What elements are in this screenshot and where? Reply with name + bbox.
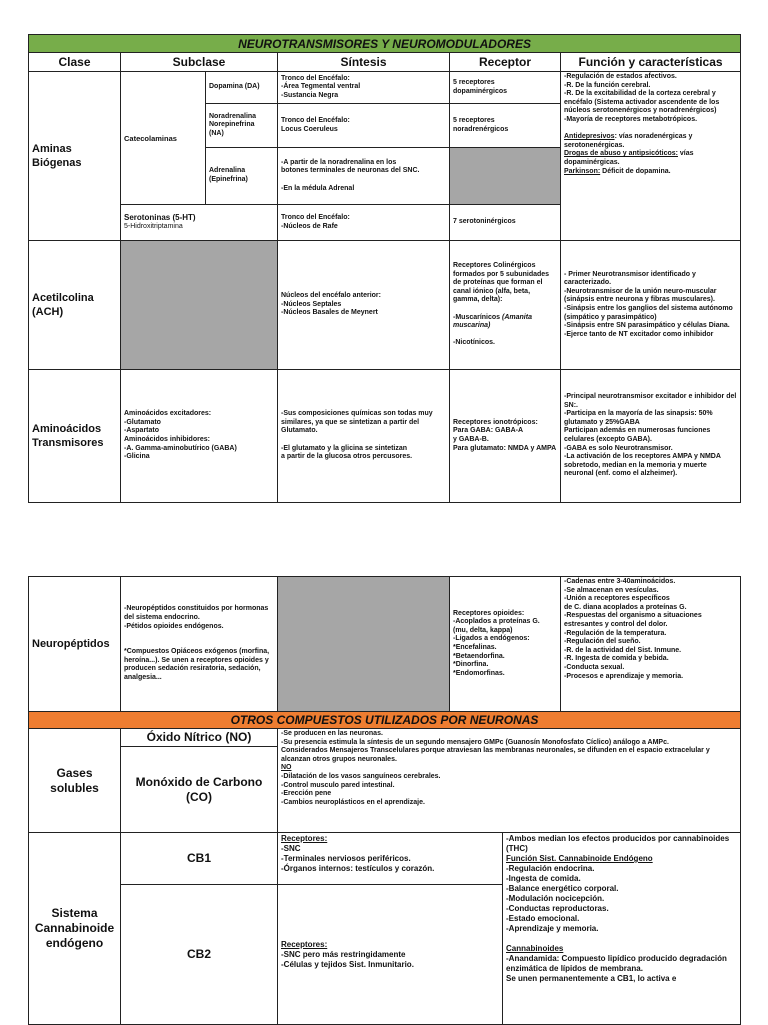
other-compounds-table — [28, 576, 741, 1025]
serotonina-sub: 5-Hidroxitriptamina — [124, 223, 183, 231]
cannabinoide-funcion — [503, 833, 741, 1025]
clase-aminas-biogenas: Aminas Biógenas — [29, 72, 121, 241]
aminoacidos-funcion: -Principal neurotransmisor excitador e inhibidor del SN:. -Participa en la mayoría de las sinapsis: 50% glutamato y 25%GABA Participan además en numerosas funciones celulares (excepto GABA). -GABA es solo Neurotransmisor. -La activación de los receptores AMPA y NMDA sobretodo, median en la memoria y muerte neuronal (enf. como el alzheimer). — [561, 370, 741, 503]
serotonina-label: Serotoninas (5-HT) — [124, 213, 196, 223]
receptor-cb1: CB1 — [121, 833, 278, 885]
neuropeptidos-funcion: -Cadenas entre 3-40aminoácidos. -Se almacenan en vesículas. -Unión a receptores específicos de C. diana acoplados a proteínas G. -Respuestas del organismo a situaciones estresantes y control del dolor. -Regulación de la temperatura. -Regulación del sueño. -R. de la actividad del Sist. Inmune. -R. Ingesta de comida y bebida. -Conducta sexual. -Procesos e aprendizaje y memoria. — [561, 577, 741, 712]
aminoacidos-receptor: Receptores ionotrópicos: Para GABA: GABA-A y GABA-B. Para glutamato: NMDA y AMPA — [450, 370, 561, 503]
aminoacidos-subclase: Aminoácidos excitadores: -Glutamato -Aspartato Aminoácidos inhibidores: -A. Gamma-aminobutírico (GABA) -Glicina — [121, 370, 278, 503]
cb1-receptores-text: -SNC -Terminales nerviosos periféricos. -Órganos internos: testículos y corazón. — [281, 844, 435, 873]
adrenalina-receptor-placeholder — [450, 148, 561, 205]
clase-aminoacidos: Aminoácidos Transmisores — [29, 370, 121, 503]
cannabinoide-funcion-list: -Regulación endocrina. -Ingesta de comida. -Balance energético corporal. -Modulación nocicepción. -Conductas reproductoras. -Estado emocional. -Aprendizaje y memoria. — [506, 864, 619, 933]
parkinson-label: Parkinson: — [564, 167, 601, 175]
serotonina-sintesis: Tronco del Encéfalo: -Núcleos de Rafe — [278, 205, 450, 241]
ach-receptor — [450, 241, 561, 370]
ach-receptor-musc: -Muscarínicos — [453, 313, 503, 321]
header-receptor: Receptor — [450, 53, 561, 72]
aminas-funcion-text: -Regulación de estados afectivos. -R. De la función cerebral. -R. De la excitabilidad de la corteza cerebral y encéfalo (Sistema activador ascendente de los núcleos serotonenérgicos y noradrenérgicos) -Mayoría de receptores metabotrópicos. — [564, 73, 720, 123]
cb2-receptores-label: Receptores: — [281, 939, 328, 949]
gases-descripcion — [278, 729, 741, 833]
oxido-nitrico: Óxido Nítrico (NO) — [121, 729, 278, 747]
dopamina-sintesis: Tronco del Encéfalo: -Área Tegmental ventral -Sustancia Negra — [278, 72, 450, 104]
clase-sistema-cannabinoide: Sistema Cannabinoide endógeno — [29, 833, 121, 1025]
neuropeptidos-subclase-2: *Compuestos Opiáceos exógenos (morfina, heroína...). Se unen a receptores opioides y producen sedación resiratoria, sedación, analgesia... — [124, 648, 270, 682]
subclase-serotoninas — [121, 205, 278, 241]
drogas-text: vías dopaminérgicas. — [564, 150, 694, 166]
neuropeptidos-subclase — [121, 577, 278, 712]
gases-no-label: NO — [281, 764, 292, 772]
receptor-cb2: CB2 — [121, 885, 278, 1025]
ach-sintesis: Núcleos del encéfalo anterior: -Núcleos Septales -Núcleos Basales de Meynert — [278, 241, 450, 370]
subclase-catecolaminas: Catecolaminas — [121, 72, 206, 205]
serotonina-receptor: 7 serotoninérgicos — [450, 205, 561, 241]
header-clase: Clase — [29, 53, 121, 72]
neuropeptidos-sintesis-placeholder — [278, 577, 450, 712]
cb1-receptores — [278, 833, 503, 885]
ach-subclase-placeholder — [121, 241, 278, 370]
ach-receptor-intro: Receptores Colinérgicos formados por 5 subunidades de proteínas que forman el canal iónico (alfa, beta, gamma, delta): — [453, 262, 550, 304]
table-title: NEUROTRANSMISORES Y NEUROMODULADORES — [29, 35, 741, 53]
aminoacidos-sintesis: -Sus composiciones químicas son todas muy similares, ya que se sintetizan a partir del Glutamato. -El glutamato y la glicina se sintetizan a partir de la glucosa otros percusores. — [278, 370, 450, 503]
noradrenalina-sintesis: Tronco del Encéfalo: Locus Coeruleus — [278, 104, 450, 148]
clase-gases-solubles: Gases solubles — [29, 729, 121, 833]
gases-text-2: -Dilatación de los vasos sanguíneos cerebrales. -Control musculo pared intestinal. -Erección pene -Cambios neuroplásticos en el aprendizaje. — [281, 772, 441, 806]
gases-text-1: -Se producen en las neuronas. -Su presencia estimula la síntesis de un segundo mensajero GMPc (Guanosín Monofosfato Cíclico) análogo a AMPc. Considerados Mensajeros Transcelulares porque atraviesan las membranas neuronales, se difunden en el espacio extracelular y alcanzan otros grupos neuronales. — [281, 730, 710, 763]
parkinson-text: Déficit de dopamina. — [600, 167, 671, 175]
noradrenalina-label: Noradrenalina Norepinefrina (NA) — [206, 104, 278, 148]
cb2-receptores — [278, 885, 503, 1025]
header-subclase: Subclase — [121, 53, 278, 72]
cannabinoide-funcion-label: Función Sist. Cannabinoide Endógeno — [506, 854, 653, 863]
neurotransmitters-table — [28, 34, 741, 503]
clase-neuropeptidos: Neuropéptidos — [29, 577, 121, 712]
cb1-receptores-label: Receptores: — [281, 834, 328, 843]
neuropeptidos-subclase-1: -Neuropéptidos constituidos por hormonas del sistema endocrino. -Pétidos opioides endógenos. — [124, 605, 269, 630]
header-funcion: Función y características — [561, 53, 741, 72]
cb2-receptores-text: -SNC pero más restringidamente -Células y tejidos Sist. Inmunitario. — [281, 949, 414, 969]
cannabinoides-text: -Anandamida: Compuesto lipídico producido degradación enzimática de lípidos de membrana. Se unen permanentemente a CB1, lo activa e — [506, 954, 727, 983]
dopamina-label: Dopamina (DA) — [206, 72, 278, 104]
cannabinoide-funcion-intro: -Ambos median los efectos producidos por cannabinoides (THC) — [506, 834, 730, 853]
noradrenalina-receptor: 5 receptores noradrenérgicos — [450, 104, 561, 148]
otros-compuestos-title: OTROS COMPUESTOS UTILIZADOS POR NEURONAS — [29, 712, 741, 729]
cannabinoides-label: Cannabinoides — [506, 944, 564, 953]
adrenalina-sintesis: -A partir de la noradrenalina en los botones terminales de neuronas del SNC. -En la médula Adrenal — [278, 148, 450, 205]
antidepresivos-text: : vías noradenérgicas y serotonenérgicas. — [564, 133, 693, 149]
drogas-label: Drogas de abuso y antipsicóticos: — [564, 150, 678, 158]
dopamina-receptor: 5 receptores dopaminérgicos — [450, 72, 561, 104]
monoxido-carbono: Monóxido de Carbono (CO) — [121, 747, 278, 833]
adrenalina-label: Adrenalina (Epinefrina) — [206, 148, 278, 205]
clase-acetilcolina: Acetilcolina (ACH) — [29, 241, 121, 370]
aminas-funcion — [561, 72, 741, 241]
ach-receptor-musc-italic: (Amanita muscarina) — [453, 313, 532, 330]
ach-receptor-nic: -Nicotínicos. — [453, 339, 496, 347]
ach-funcion: - Primer Neurotransmisor identificado y caracterizado. -Neurotransmisor de la unión neuro-muscular (sinápsis entre neurona y fibras musculares). -Sinápsis entre los ganglios del sistema autónomo (simpático y parasimpático) -Sinápsis entre SN parasimpático y células Diana. -Ejerce tanto de NT excitador como inhibidor — [561, 241, 741, 370]
antidepresivos-label: Antidepresivos — [564, 133, 615, 141]
header-sintesis: Síntesis — [278, 53, 450, 72]
neuropeptidos-receptor: Receptores opioides: -Acoplados a proteínas G. (mu, delta, kappa) -Ligados a endógenos: *Encefalinas. *Betaendorfina. *Dinorfina. *Endomorfinas. — [450, 577, 561, 712]
